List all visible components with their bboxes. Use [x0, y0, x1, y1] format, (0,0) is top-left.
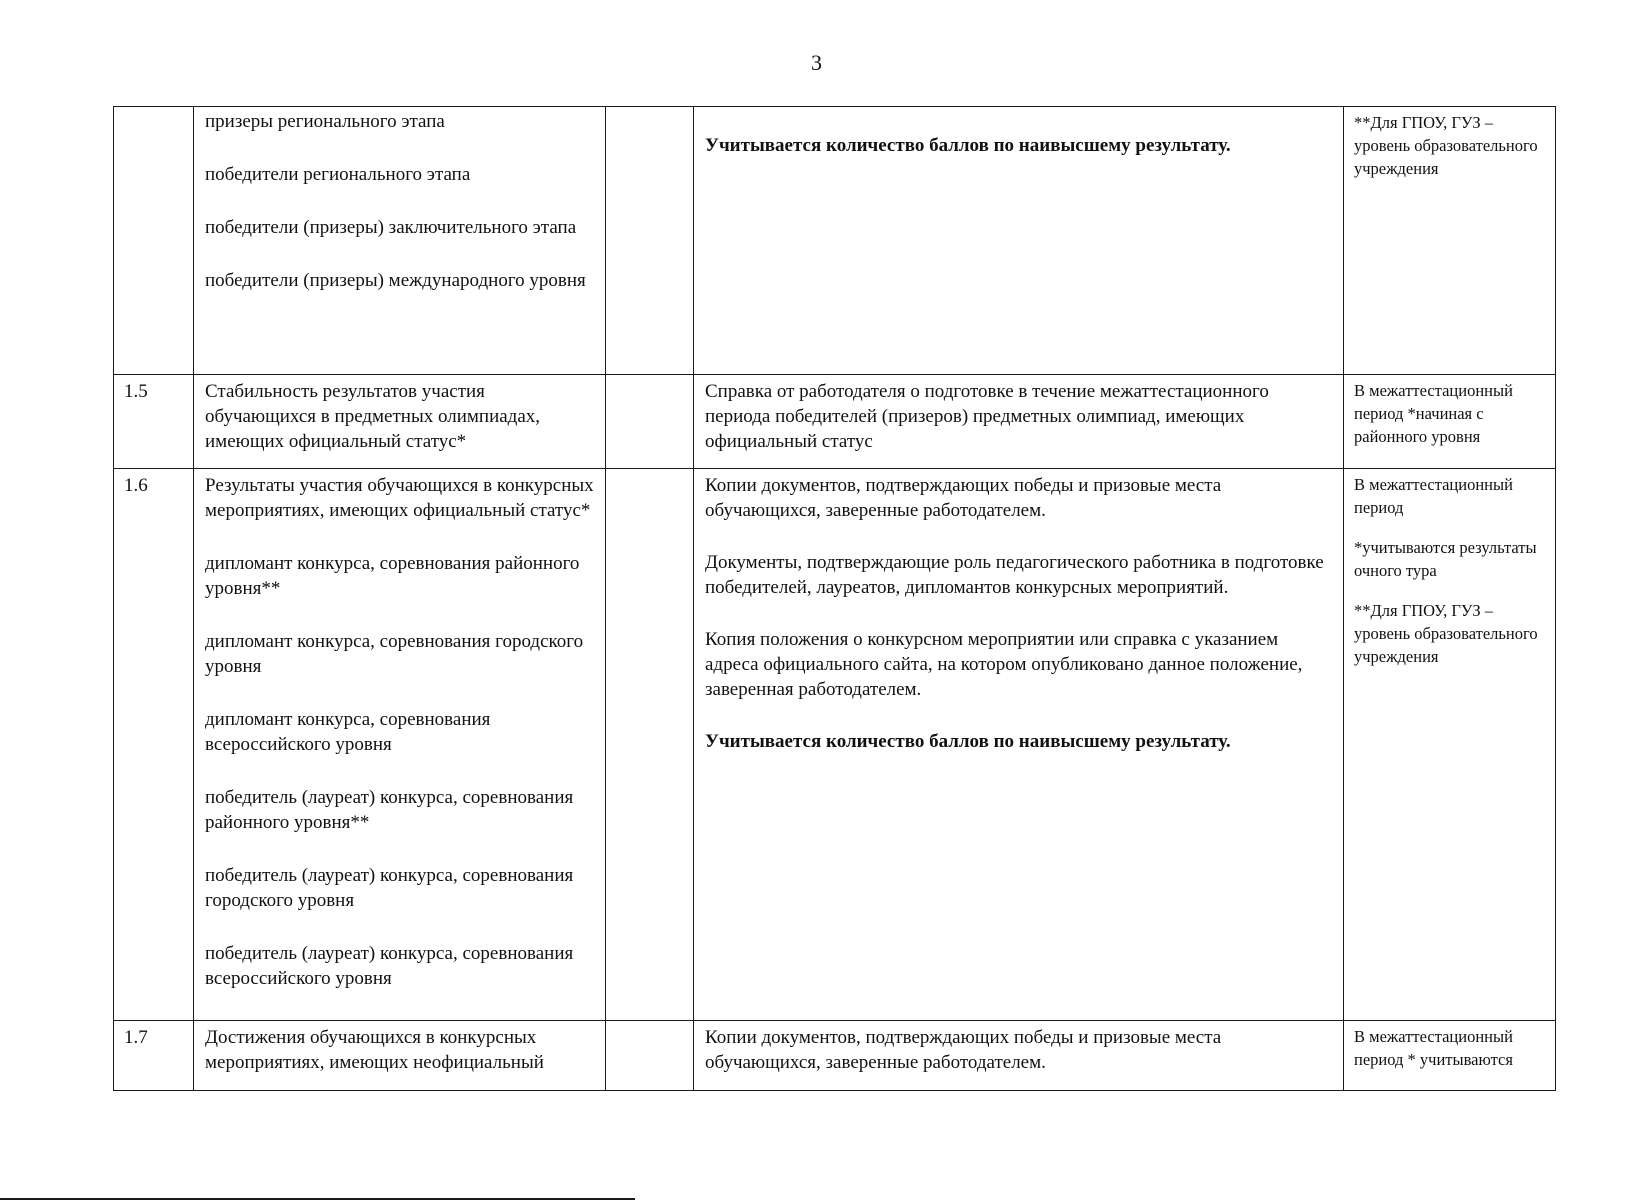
description-item: победители регионального этапа [205, 164, 471, 185]
points-cell [606, 1021, 694, 1091]
documents-cell [694, 1021, 1344, 1091]
description-cell [194, 469, 606, 1021]
table-row [114, 375, 1556, 469]
documents-cell [694, 107, 1344, 375]
page-number: 3 [811, 50, 822, 75]
row-number [114, 107, 193, 113]
description-item: дипломант конкурса, соревнования районного уровня** [205, 553, 580, 599]
documents-item: Копии документов, подтверждающих победы и призовые места обучающихся, заверенные работодателем. [705, 475, 1222, 521]
notes-item: В межаттестационный период * учитываются [1354, 1027, 1513, 1069]
description-item: дипломант конкурса, соревнования городского уровня [205, 631, 584, 677]
row-number: 1.7 [124, 1027, 148, 1048]
documents-item: Копия положения о конкурсном мероприятии или справка с указанием адреса официального сайта, на котором опубликовано данное положение, заверенная работодателем. [705, 629, 1303, 700]
description-item: победители (призеры) заключительного этапа [205, 217, 577, 238]
documents-item: Документы, подтверждающие роль педагогического работника в подготовке победителей, лауреатов, дипломантов конкурсных мероприятий. [705, 552, 1324, 598]
documents-item: Учитывается количество баллов по наивысшему результату. [705, 135, 1231, 156]
notes-cell [1344, 107, 1556, 375]
description-item: Результаты участия обучающихся в конкурсных мероприятиях, имеющих официальный статус* [205, 475, 594, 521]
description-item: победитель (лауреат) конкурса, соревнования городского уровня [205, 865, 574, 911]
notes-item: **Для ГПОУ, ГУЗ – уровень образовательного учреждения [1354, 113, 1538, 178]
description-cell [194, 375, 606, 469]
documents-item: Копии документов, подтверждающих победы и призовые места обучающихся, заверенные работодателем. [705, 1027, 1222, 1073]
documents-cell [694, 469, 1344, 1021]
points-cell [606, 375, 694, 469]
table-row [114, 1021, 1556, 1091]
notes-cell [1344, 1021, 1556, 1091]
criteria-table [113, 106, 1556, 1091]
description-item: дипломант конкурса, соревнования всероссийского уровня [205, 709, 491, 755]
documents-item: Справка от работодателя о подготовке в течение межаттестационного периода победителей (призеров) предметных олимпиад, имеющих официальный статус [705, 381, 1269, 452]
description-cell [194, 107, 606, 375]
table-row [114, 107, 1556, 375]
description-item: победители (призеры) международного уровня [205, 270, 586, 291]
description-item: призеры регионального этапа [205, 111, 445, 132]
notes-cell [1344, 469, 1556, 1021]
description-item: победитель (лауреат) конкурса, соревнования всероссийского уровня [205, 943, 574, 989]
notes-cell [1344, 375, 1556, 469]
notes-item: В межаттестационный период [1354, 475, 1513, 517]
row-number-cell [114, 1021, 194, 1091]
row-number-cell [114, 375, 194, 469]
notes-item: **Для ГПОУ, ГУЗ – уровень образовательного учреждения [1354, 601, 1538, 666]
description-item: победитель (лауреат) конкурса, соревнования районного уровня** [205, 787, 574, 833]
documents-item: Учитывается количество баллов по наивысшему результату. [705, 731, 1231, 752]
notes-item: В межаттестационный период *начиная с районного уровня [1354, 381, 1513, 446]
points-cell [606, 107, 694, 375]
description-item: Достижения обучающихся в конкурсных мероприятиях, имеющих неофициальный [205, 1027, 544, 1073]
documents-cell [694, 375, 1344, 469]
description-item: Стабильность результатов участия обучающихся в предметных олимпиадах, имеющих официальный статус* [205, 381, 541, 452]
row-number-cell [114, 107, 194, 375]
row-number-cell [114, 469, 194, 1021]
row-number: 1.6 [124, 475, 148, 496]
notes-item: *учитываются результаты очного тура [1354, 538, 1537, 580]
description-cell [194, 1021, 606, 1091]
table-row [114, 469, 1556, 1021]
points-cell [606, 469, 694, 1021]
row-number: 1.5 [124, 381, 148, 402]
